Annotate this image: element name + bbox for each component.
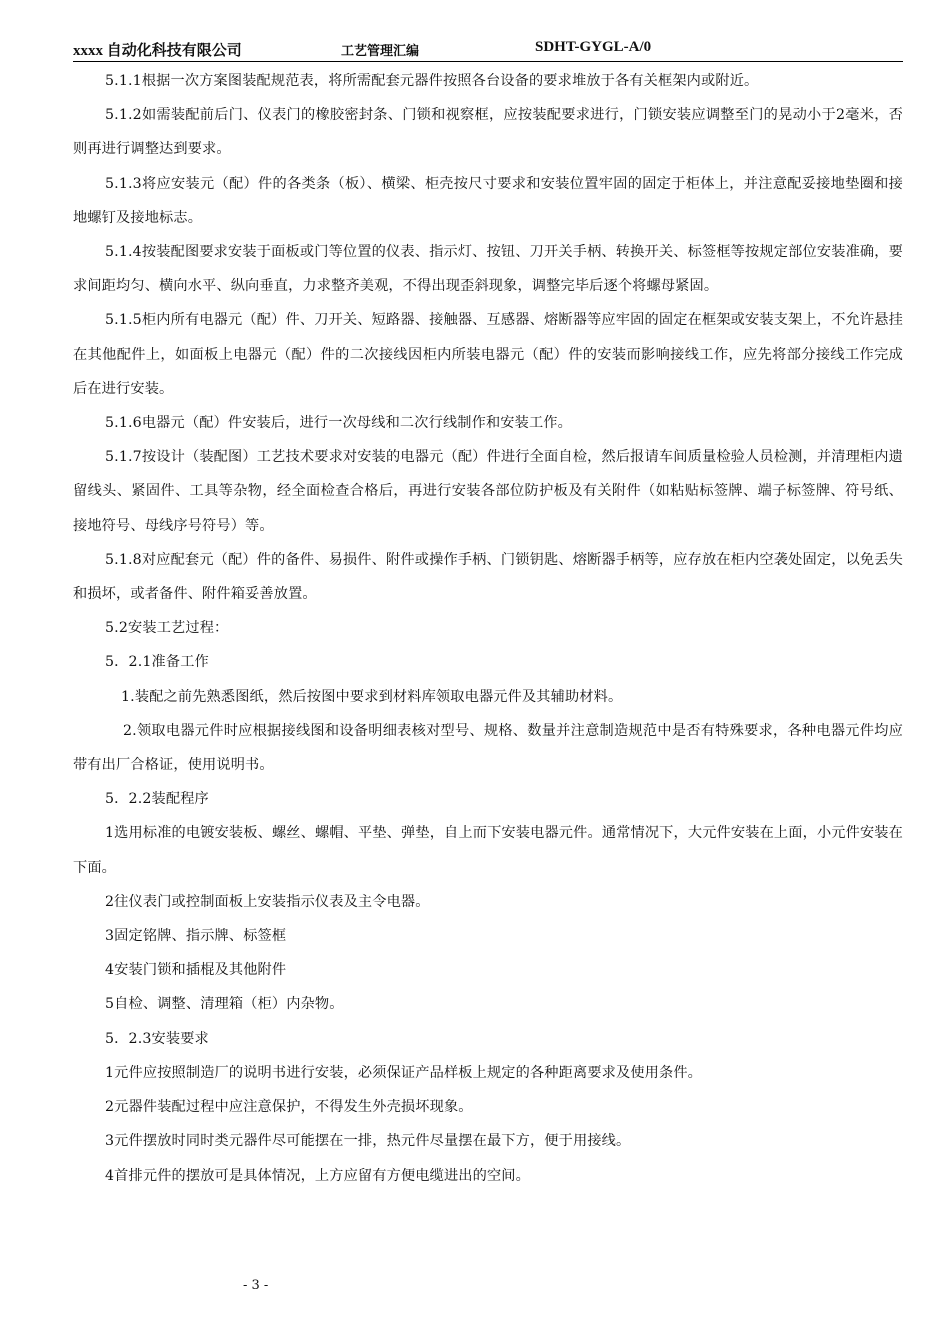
paragraph-5-1-5: 5.1.5柜内所有电器元（配）件、刀开关、短路器、接触器、互感器、熔断器等应牢固的固定在框架或安装支架上，不允许悬挂在其他配件上，如面板上电器元（配）件的二次接线因柜内所装电器元（配）件的安装而影响接线工作，应先将部分接线工作完成后在进行安装。 — [73, 312, 903, 397]
list-item-assembly-1: 1选用标准的电镀安装板、螺丝、螺帽、平垫、弹垫，自上而下安装电器元件。通常情况下，大元件安装在上面，小元件安装在下面。 — [73, 825, 903, 876]
page-header — [73, 37, 903, 62]
paragraph-5-1-7: 5.1.7按设计（装配图）工艺技术要求对安装的电器元（配）件进行全面自检，然后报请车间质量检验人员检测，并清理柜内遗留线头、紧固件、工具等杂物，经全面检查合格后，再进行安装各部位防护板及有关附件（如粘贴标签牌、端子标签牌、符号纸、接地符号、母线序号符号）等。 — [73, 449, 903, 534]
list-item-assembly-4: 4安装门锁和插棍及其他附件 — [105, 962, 287, 979]
list-item-prep-2: 2.领取电器元件时应根据接线图和设备明细表核对型号、规格、数量并注意制造规范中是否有特殊要求，各种电器元件均应带有出厂合格证，使用说明书。 — [73, 722, 903, 774]
list-item-prep-1: 1.装配之前先熟悉图纸，然后按图中要求到材料库领取电器元件及其辅助材料。 — [121, 688, 623, 705]
paragraph-5-1-1: 5.1.1根据一次方案图装配规范表，将所需配套元器件按照各台设备的要求堆放于各有关框架内或附近。 — [105, 73, 759, 89]
list-item-assembly-5: 5自检、调整、清理箱（柜）内杂物。 — [105, 996, 344, 1013]
header-company: xxxx 自动化科技有限公司 — [73, 43, 242, 59]
paragraph-5-1-3: 5.1.3将应安装元（配）件的各类条（板）、横梁、柜壳按尺寸要求和安装位置牢固的固定于柜体上，并注意配妥接地垫圈和接地螺钉及接地标志。 — [73, 175, 903, 226]
paragraph-5-1-4: 5.1.4按装配图要求安装于面板或门等位置的仪表、指示灯、按钮、刀开关手柄、转换开关、标签框等按规定部位安装准确，要求间距均匀、横向水平、纵向垂直，力求整齐美观，不得出现歪斜现象，调整完毕后逐个将螺母紧固。 — [73, 244, 903, 295]
list-item-requirement-1: 1元件应按照制造厂的说明书进行安装，必须保证产品样板上规定的各种距离要求及使用条件。 — [105, 1064, 703, 1081]
section-heading-5-2-1: 5．2.1准备工作 — [105, 654, 209, 671]
section-heading-5-2-3: 5．2.3安装要求 — [105, 1030, 209, 1047]
header-title: 工艺管理汇编 — [341, 43, 420, 58]
section-heading-5-2-2: 5．2.2装配程序 — [105, 791, 209, 808]
list-item-assembly-2: 2往仪表门或控制面板上安装指示仪表及主令电器。 — [105, 893, 430, 910]
paragraph-5-1-2: 5.1.2如需装配前后门、仪表门的橡胶密封条、门锁和视察框，应按装配要求进行，门锁安装应调整至门的晃动小于2毫米，否则再进行调整达到要求。 — [73, 107, 903, 158]
list-item-requirement-4: 4首排元件的摆放可是具体情况，上方应留有方便电缆进出的空间。 — [105, 1167, 530, 1184]
page-number: - 3 - — [243, 1278, 269, 1293]
document-body — [73, 64, 903, 1193]
list-item-assembly-3: 3固定铭牌、指示牌、标签框 — [105, 928, 287, 945]
list-item-requirement-2: 2元器件装配过程中应注意保护，不得发生外壳损坏现象。 — [105, 1099, 473, 1116]
list-item-requirement-3: 3元件摆放时同时类元器件尽可能摆在一排，热元件尽量摆在最下方，便于用接线。 — [105, 1133, 631, 1150]
section-heading-5-2: 5.2安装工艺过程： — [105, 620, 229, 637]
paragraph-5-1-8: 5.1.8对应配套元（配）件的备件、易损件、附件或操作手柄、门锁钥匙、熔断器手柄等，应存放在柜内空袭处固定，以免丢失和损坏，或者备件、附件箱妥善放置。 — [73, 551, 903, 603]
header-document-code: SDHT-GYGL-A/0 — [535, 39, 652, 55]
paragraph-5-1-6: 5.1.6电器元（配）件安装后，进行一次母线和二次行线制作和安装工作。 — [105, 415, 572, 432]
